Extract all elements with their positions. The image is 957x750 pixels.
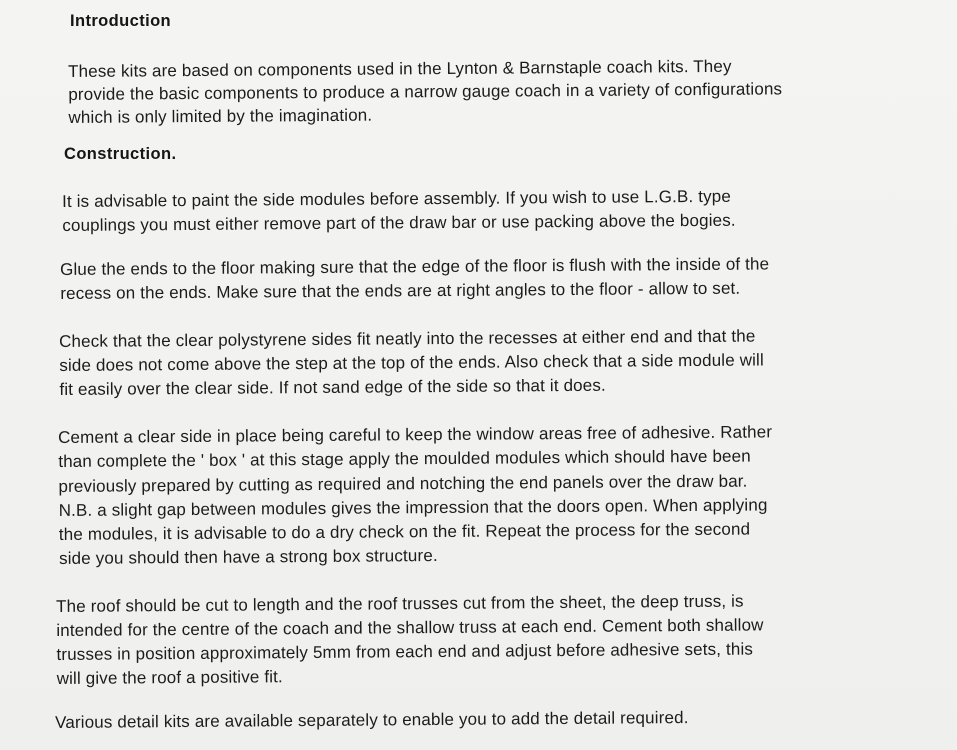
heading-introduction: Introduction <box>70 12 172 30</box>
paragraph-detail-kits <box>55 706 689 735</box>
text-line: The roof should be cut to length and the roof trusses cut from the sheet, the deep truss, is <box>56 591 744 616</box>
text-line: than complete the ' box ' at this stage apply the moulded modules which should have been <box>58 446 751 472</box>
text-line: trusses in position approximately 5mm from each end and adjust before adhesive sets, this <box>56 639 754 664</box>
text-line: the modules, it is advisable to do a dry check on the fit. Repeat the process for the second <box>58 519 751 545</box>
heading-construction: Construction. <box>64 145 177 163</box>
text-line: intended for the centre of the coach and the shallow truss at each end. Cement both shallow <box>56 615 764 640</box>
text-line: side does not come above the step at the top of the ends. Also check that a side module will <box>59 350 764 375</box>
text-line: previously prepared by cutting as required and notching the end panels over the draw bar. <box>58 471 748 496</box>
text-line: Check that the clear polystyrene sides fit neatly into the recesses at either end and that the <box>59 326 756 351</box>
text-line: will give the roof a positive fit. <box>56 667 283 688</box>
paragraph-check-sides <box>59 324 764 402</box>
text-line: Various detail kits are available separately to enable you to add the detail required. <box>55 708 689 732</box>
paragraph-glue-ends <box>60 252 769 306</box>
text-line: It is advisable to paint the side modules before assembly. If you wish to use L.G.B. type <box>62 186 731 211</box>
text-line: Glue the ends to the floor making sure that the edge of the floor is flush with the inside of the <box>60 254 770 279</box>
paragraph-cement-sides <box>58 420 773 571</box>
text-line: side you should then have a strong box structure. <box>58 546 438 569</box>
text-line: fit easily over the clear side. If not sand edge of the side so that it does. <box>59 375 606 399</box>
text-line: These kits are based on components used in the Lynton & Barnstaple coach kits. They <box>68 56 732 81</box>
paragraph-introduction <box>68 54 782 129</box>
text-line: N.B. a slight gap between modules gives the impression that the doors open. When applying <box>58 495 768 520</box>
paragraph-roof <box>56 589 764 691</box>
text-line: which is only limited by the imagination. <box>68 105 373 127</box>
text-line: Cement a clear side in place being careful to keep the window areas free of adhesive. Rather <box>58 422 773 447</box>
text-line: couplings you must either remove part of the draw bar or use packing above the bogies. <box>62 210 736 235</box>
paragraph-painting-couplings <box>62 185 736 238</box>
text-line: recess on the ends. Make sure that the ends are at right angles to the floor - allow to set. <box>60 278 741 303</box>
text-line: provide the basic components to produce a narrow gauge coach in a variety of configurations <box>68 79 783 104</box>
